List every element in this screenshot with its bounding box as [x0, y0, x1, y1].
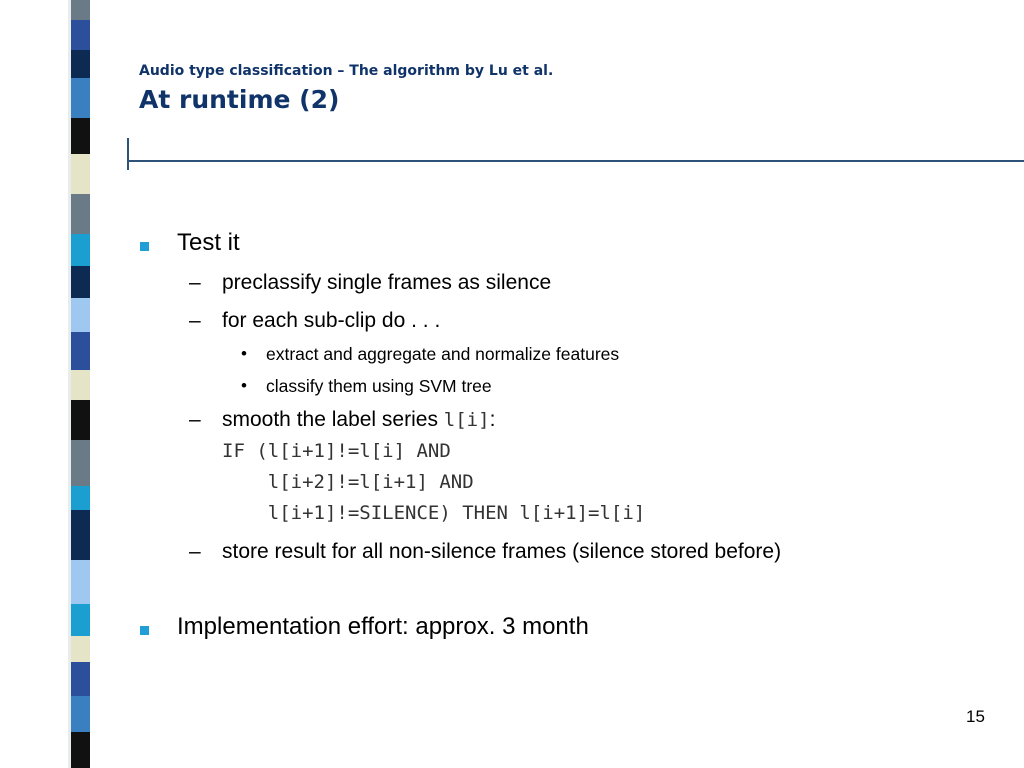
slide-subtitle: Audio type classification – The algorithm by Lu et al.	[139, 63, 554, 79]
dash-bullet-icon: –	[189, 271, 201, 294]
page-number: 15	[966, 707, 985, 726]
strip-block	[68, 332, 90, 370]
strip-block	[68, 560, 90, 604]
code-line: l[i+1]!=SILENCE) THEN l[i+1]=l[i]	[222, 502, 646, 524]
strip-block	[68, 234, 90, 266]
strip-block	[68, 486, 90, 510]
dash-bullet-icon: –	[189, 540, 201, 563]
bullet-implementation: Implementation effort: approx. 3 month	[177, 613, 589, 640]
decorative-side-strip	[68, 0, 90, 768]
strip-block	[68, 662, 90, 696]
dot-bullet-icon: •	[241, 376, 247, 395]
strip-block	[68, 50, 90, 78]
strip-edge	[68, 0, 71, 768]
square-bullet-icon	[140, 242, 149, 251]
point-classify: classify them using SVM tree	[266, 376, 492, 396]
square-bullet-icon	[140, 626, 149, 635]
strip-block	[68, 604, 90, 636]
bullet-test-it: Test it	[177, 229, 240, 256]
point-extract: extract and aggregate and normalize features	[266, 344, 620, 364]
strip-block	[68, 510, 90, 560]
strip-block	[68, 440, 90, 486]
strip-block	[68, 696, 90, 732]
dash-bullet-icon: –	[189, 408, 201, 431]
strip-block	[68, 118, 90, 154]
code-line: l[i+2]!=l[i+1] AND	[222, 471, 474, 493]
strip-block	[68, 732, 90, 768]
sub-bullet-for-each: for each sub-clip do . . .	[222, 309, 441, 332]
code-line: IF (l[i+1]!=l[i] AND	[222, 440, 451, 462]
strip-block	[68, 636, 90, 662]
strip-block	[68, 298, 90, 332]
strip-block	[68, 78, 90, 118]
strip-block	[68, 400, 90, 440]
strip-block	[68, 20, 90, 50]
strip-block	[68, 0, 90, 20]
strip-block	[68, 154, 90, 194]
smooth-colon: :	[489, 408, 496, 431]
smooth-text: smooth the label series	[222, 408, 444, 431]
strip-block	[68, 266, 90, 298]
strip-block	[68, 194, 90, 234]
dot-bullet-icon: •	[241, 344, 247, 363]
sub-bullet-store: store result for all non-silence frames (silence stored before)	[222, 540, 782, 563]
title-rule-horizontal	[128, 160, 1024, 162]
sub-bullet-smooth	[222, 408, 495, 432]
strip-block	[68, 370, 90, 400]
title-rule-vertical	[127, 138, 129, 170]
dash-bullet-icon: –	[189, 309, 201, 332]
label-series-code: l[i]	[443, 409, 490, 431]
slide-title: At runtime (2)	[139, 85, 340, 114]
sub-bullet-preclassify: preclassify single frames as silence	[222, 271, 552, 294]
